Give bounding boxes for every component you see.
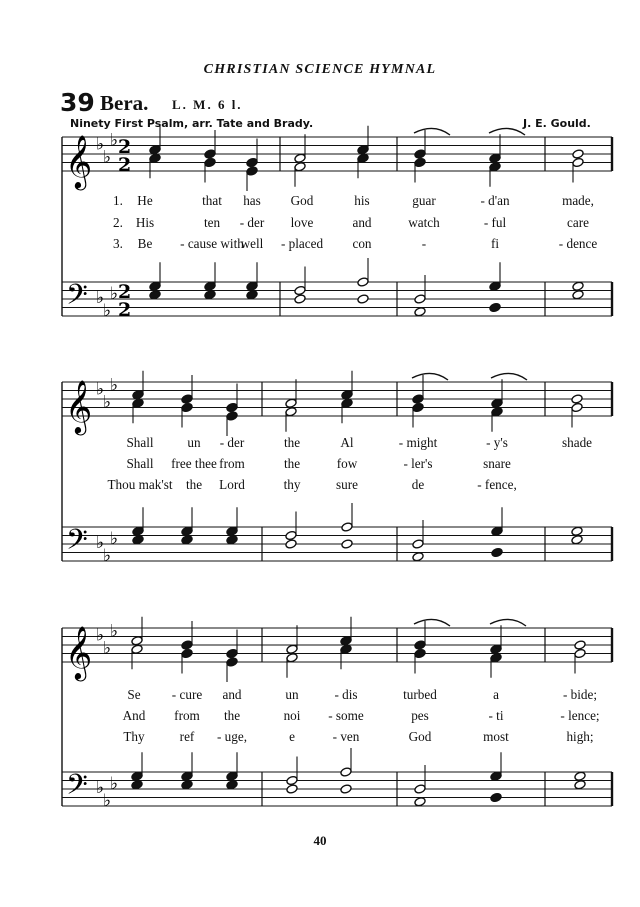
bass-notehead xyxy=(285,539,297,549)
lyric-syllable: well xyxy=(240,236,264,251)
treble-clef-icon: 𝄞 xyxy=(65,134,93,188)
time-signature-top: 2 xyxy=(118,281,132,303)
treble-notehead xyxy=(571,402,583,412)
lyric-syllable: pes xyxy=(411,708,429,723)
treble-notehead xyxy=(574,640,586,650)
lyric-syllable: care xyxy=(567,215,589,230)
composer: J. E. Gould. xyxy=(523,117,591,130)
lyric-syllable: - d'an xyxy=(480,193,510,208)
treble-notehead xyxy=(572,157,584,167)
hymn-meter: L. M. 6 l. xyxy=(172,97,243,112)
bass-notehead xyxy=(340,784,352,794)
text-source: Ninety First Psalm, arr. Tate and Brady. xyxy=(70,117,314,130)
lyric-syllable: de xyxy=(411,477,425,492)
lyric-syllable: Shall xyxy=(126,435,154,450)
bass-notehead xyxy=(132,535,144,545)
lyric-syllable: - might xyxy=(398,435,438,450)
lyric-syllable: Lord xyxy=(219,477,245,492)
lyric-syllable: - cause with xyxy=(180,236,244,251)
treble-notehead xyxy=(491,407,503,417)
treble-notehead xyxy=(204,149,216,159)
lyric-syllable: thy xyxy=(283,477,301,492)
treble-notehead xyxy=(181,394,193,404)
treble-notehead xyxy=(226,402,238,412)
running-head: CHRISTIAN SCIENCE HYMNAL xyxy=(203,62,437,77)
treble-notehead xyxy=(574,648,586,658)
bass-notehead xyxy=(489,281,501,291)
treble-notehead xyxy=(357,153,369,163)
time-signature-bottom: 2 xyxy=(118,299,132,321)
treble-notehead xyxy=(340,644,352,654)
bass-notehead xyxy=(572,290,584,300)
slur xyxy=(412,373,448,380)
lyric-syllable: from xyxy=(174,708,200,723)
lyric-syllable: sure xyxy=(336,477,358,492)
treble-notehead xyxy=(340,636,352,646)
lyric-syllable: - lence; xyxy=(560,708,600,723)
treble-notehead xyxy=(294,153,306,163)
lyric-syllable: and xyxy=(352,215,372,230)
bass-notehead xyxy=(149,281,161,291)
lyric-syllable: the xyxy=(185,477,203,492)
lyric-syllable: - placed xyxy=(280,236,324,251)
lyric-syllable: that xyxy=(202,193,222,208)
flat-icon: ♭ xyxy=(96,778,105,798)
lyric-syllable: con xyxy=(352,236,372,251)
treble-notehead xyxy=(341,390,353,400)
slur xyxy=(489,128,525,135)
bass-notehead xyxy=(490,792,502,802)
treble-notehead xyxy=(412,402,424,412)
lyric-syllable: - dence xyxy=(558,236,598,251)
lyric-syllable: e xyxy=(289,729,295,744)
treble-clef-icon: 𝄞 xyxy=(65,625,93,679)
treble-notehead xyxy=(414,149,426,159)
bass-notehead xyxy=(571,526,583,536)
bass-notehead xyxy=(414,797,426,807)
bass-notehead xyxy=(181,535,193,545)
bass-notehead xyxy=(286,784,298,794)
lyric-syllable: turbed xyxy=(403,687,437,702)
slur xyxy=(414,128,450,135)
treble-notehead xyxy=(226,657,238,667)
bass-notehead xyxy=(246,281,258,291)
bass-notehead xyxy=(286,775,298,785)
flat-icon: ♭ xyxy=(103,638,112,659)
lyric-syllable: Se xyxy=(127,687,141,702)
treble-notehead xyxy=(226,411,238,421)
lyric-syllable: - y's xyxy=(486,435,508,450)
treble-notehead xyxy=(572,149,584,159)
treble-notehead xyxy=(490,644,502,654)
treble-notehead xyxy=(286,653,298,663)
bass-notehead xyxy=(414,307,426,317)
lyric-syllable: fi xyxy=(490,236,500,251)
lyric-syllable: and xyxy=(222,687,242,702)
bass-notehead xyxy=(572,281,584,291)
treble-notehead xyxy=(149,145,161,155)
lyric-syllable: noi xyxy=(283,708,301,723)
bass-notehead xyxy=(341,522,353,532)
bass-notehead xyxy=(131,780,143,790)
bass-notehead xyxy=(246,290,258,300)
bass-notehead xyxy=(149,290,161,300)
lyric-syllable: shade xyxy=(561,435,593,450)
lyric-syllable: the xyxy=(283,456,301,471)
treble-notehead xyxy=(132,398,144,408)
flat-icon: ♭ xyxy=(96,533,105,553)
lyric-syllable: - bide; xyxy=(562,687,598,702)
bass-notehead xyxy=(132,526,144,536)
lyric-syllable: Thou mak'st xyxy=(107,477,173,492)
treble-notehead xyxy=(490,653,502,663)
verse-number: 3. xyxy=(113,236,123,251)
flat-icon: ♭ xyxy=(110,283,119,304)
lyric-syllable: his xyxy=(354,193,370,208)
bass-notehead xyxy=(226,535,238,545)
treble-notehead xyxy=(131,644,143,654)
lyric-syllable: from xyxy=(219,456,245,471)
lyric-syllable: made, xyxy=(562,193,594,208)
treble-notehead xyxy=(571,394,583,404)
treble-notehead xyxy=(489,153,501,163)
flat-icon: ♭ xyxy=(103,790,112,811)
bass-notehead xyxy=(131,771,143,781)
treble-notehead xyxy=(181,640,193,650)
flat-icon: ♭ xyxy=(103,300,112,321)
bass-notehead xyxy=(412,539,424,549)
hymn-number: 39 xyxy=(60,88,95,117)
page-number: 40 xyxy=(313,833,327,848)
lyric-syllable: - ti xyxy=(488,708,504,723)
bass-notehead xyxy=(357,277,369,287)
bass-clef-icon: 𝄢 xyxy=(66,768,88,809)
treble-notehead xyxy=(285,398,297,408)
lyric-syllable: has xyxy=(243,193,261,208)
treble-notehead xyxy=(285,407,297,417)
lyric-syllable: love xyxy=(290,215,314,230)
flat-icon: ♭ xyxy=(96,379,105,400)
lyric-syllable: the xyxy=(283,435,301,450)
lyric-syllable: ref xyxy=(179,729,195,744)
bass-notehead xyxy=(294,285,306,295)
flat-icon: ♭ xyxy=(96,625,105,646)
bass-notehead xyxy=(357,294,369,304)
bass-notehead xyxy=(412,552,424,562)
bass-notehead xyxy=(226,771,238,781)
bass-notehead xyxy=(341,539,353,549)
lyric-syllable: Shall xyxy=(126,456,154,471)
time-signature-bottom: 2 xyxy=(118,154,132,176)
flat-icon: ♭ xyxy=(110,773,119,794)
lyric-syllable: un xyxy=(187,435,201,450)
lyric-syllable: ten xyxy=(203,215,221,230)
bass-notehead xyxy=(340,767,352,777)
treble-notehead xyxy=(149,153,161,163)
bass-notehead xyxy=(574,771,586,781)
bass-notehead xyxy=(491,547,503,557)
bass-notehead xyxy=(226,526,238,536)
lyric-syllable: - fence, xyxy=(477,477,517,492)
slur xyxy=(491,373,527,380)
bass-notehead xyxy=(181,780,193,790)
bass-notehead xyxy=(491,526,503,536)
bass-notehead xyxy=(226,780,238,790)
treble-notehead xyxy=(357,145,369,155)
hymn-title: Bera. xyxy=(100,91,149,115)
lyric-syllable: His xyxy=(135,215,155,230)
lyric-syllable: Be xyxy=(137,236,153,251)
bass-notehead xyxy=(204,290,216,300)
bass-notehead xyxy=(285,530,297,540)
treble-notehead xyxy=(294,162,306,172)
flat-icon: ♭ xyxy=(110,375,119,396)
bass-notehead xyxy=(294,294,306,304)
lyric-syllable: un xyxy=(285,687,299,702)
treble-notehead xyxy=(132,390,144,400)
lyric-syllable: the xyxy=(223,708,241,723)
lyric-syllable: - xyxy=(421,236,427,251)
lyric-syllable: guar xyxy=(412,193,436,208)
bass-notehead xyxy=(181,526,193,536)
treble-notehead xyxy=(246,157,258,167)
lyric-syllable: free thee xyxy=(171,456,217,471)
treble-notehead xyxy=(491,398,503,408)
lyric-syllable: watch xyxy=(408,215,440,230)
flat-icon: ♭ xyxy=(110,528,119,549)
flat-icon: ♭ xyxy=(110,130,119,151)
lyric-syllable: fow xyxy=(336,456,358,471)
bass-notehead xyxy=(204,281,216,291)
lyric-syllable: - dis xyxy=(334,687,358,702)
treble-notehead xyxy=(246,166,258,176)
treble-notehead xyxy=(204,157,216,167)
bass-notehead xyxy=(571,535,583,545)
treble-notehead xyxy=(489,162,501,172)
lyric-syllable: Al xyxy=(340,435,354,450)
lyric-syllable: high; xyxy=(566,729,594,744)
verse-number: 2. xyxy=(113,215,123,230)
lyric-syllable: - some xyxy=(328,708,364,723)
flat-icon: ♭ xyxy=(110,621,119,642)
treble-notehead xyxy=(414,640,426,650)
bass-notehead xyxy=(489,302,501,312)
lyric-syllable: a xyxy=(493,687,499,702)
lyric-syllable: And xyxy=(122,708,146,723)
flat-icon: ♭ xyxy=(103,545,112,566)
lyric-syllable: Thy xyxy=(123,729,145,744)
treble-notehead xyxy=(131,636,143,646)
treble-notehead xyxy=(412,394,424,404)
bass-notehead xyxy=(414,294,426,304)
slur xyxy=(414,619,450,626)
lyric-syllable: God xyxy=(290,193,314,208)
lyric-syllable: - ven xyxy=(332,729,360,744)
slur xyxy=(490,619,526,626)
lyric-syllable: - der xyxy=(219,435,245,450)
lyric-syllable: - der xyxy=(239,215,265,230)
flat-icon: ♭ xyxy=(103,392,112,413)
bass-notehead xyxy=(490,771,502,781)
treble-notehead xyxy=(181,402,193,412)
bass-notehead xyxy=(181,771,193,781)
lyric-syllable: - ful xyxy=(483,215,507,230)
treble-notehead xyxy=(414,157,426,167)
treble-clef-icon: 𝄞 xyxy=(65,379,93,433)
lyric-syllable: most xyxy=(483,729,509,744)
treble-notehead xyxy=(226,648,238,658)
treble-notehead xyxy=(341,398,353,408)
lyric-syllable: - uge, xyxy=(216,729,248,744)
lyric-syllable: He xyxy=(137,193,153,208)
flat-icon: ♭ xyxy=(96,134,105,155)
bass-clef-icon: 𝄢 xyxy=(66,523,88,564)
treble-notehead xyxy=(414,648,426,658)
lyric-syllable: God xyxy=(408,729,432,744)
lyric-syllable: - ler's xyxy=(403,456,433,471)
bass-notehead xyxy=(414,784,426,794)
treble-notehead xyxy=(286,644,298,654)
treble-notehead xyxy=(181,648,193,658)
flat-icon: ♭ xyxy=(103,147,112,168)
flat-icon: ♭ xyxy=(96,288,105,308)
time-signature-top: 2 xyxy=(118,136,132,158)
lyric-syllable: snare xyxy=(483,456,511,471)
bass-clef-icon: 𝄢 xyxy=(66,278,88,319)
lyric-syllable: - cure xyxy=(171,687,203,702)
verse-number: 1. xyxy=(113,193,123,208)
bass-notehead xyxy=(574,780,586,790)
